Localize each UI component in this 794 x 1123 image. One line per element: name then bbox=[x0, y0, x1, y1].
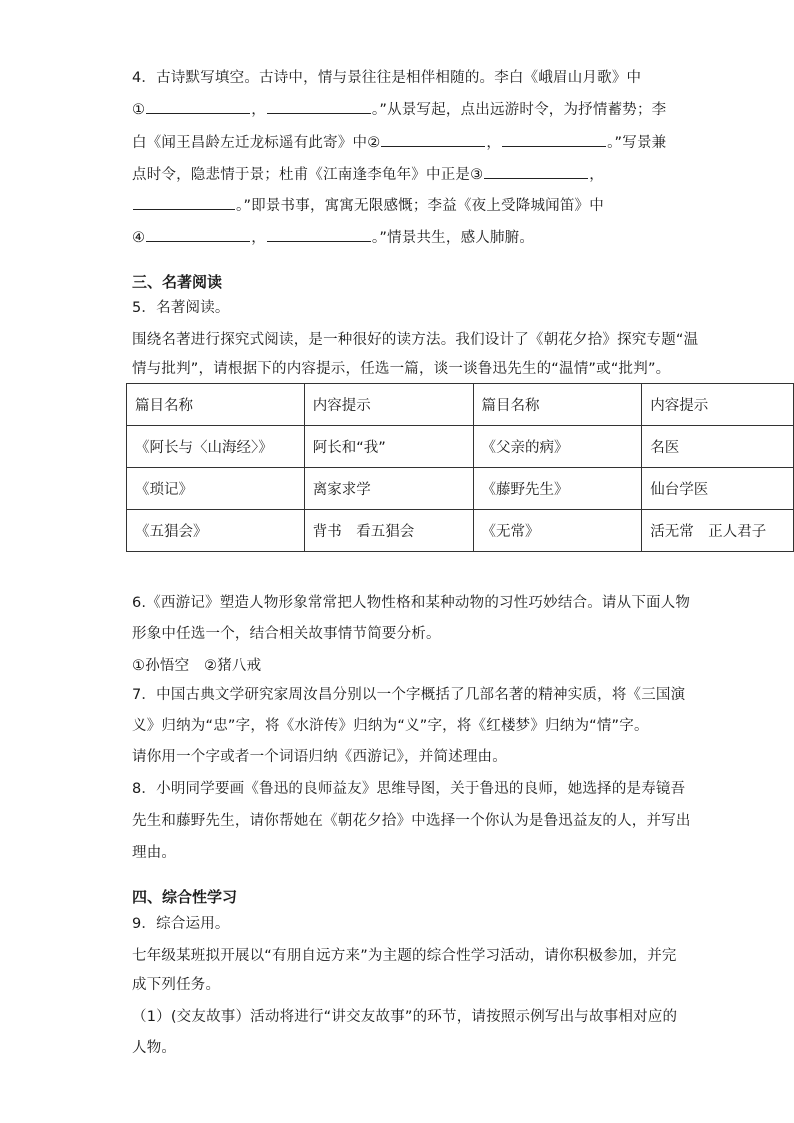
table-cell: 《琐记》 bbox=[127, 468, 305, 510]
q9-line-3: 成下列任务。 bbox=[132, 977, 221, 993]
q4-text: 。”即景书事，寓寓无限感慨；李益《夜上受降城闻笛》中 bbox=[236, 198, 604, 214]
q4-line-2 bbox=[132, 98, 666, 119]
table-row bbox=[127, 384, 794, 426]
q5-line-3: 情与批判”，请根据下的内容提示，任选一篇，谈一谈鲁迅先生的“温情”或“批判”。 bbox=[132, 361, 671, 377]
table-cell: 《藤野先生》 bbox=[473, 468, 642, 510]
q4-blank-3b[interactable] bbox=[133, 195, 235, 210]
table-cell: 篇目名称 bbox=[473, 384, 642, 426]
q4-line-6 bbox=[132, 226, 534, 247]
q4-line-4 bbox=[132, 163, 604, 184]
q4-text: 白《闻王昌龄左迁龙标遥有此寄》中② bbox=[132, 135, 381, 151]
reading-table bbox=[126, 383, 794, 552]
table-cell: 仙台学医 bbox=[642, 468, 794, 510]
q9-line-5: 人物。 bbox=[132, 1040, 177, 1056]
q5-line-2: 围绕名著进行探究式阅读，是一种很好的读方法。我们设计了《朝花夕拾》探究专题“温 bbox=[132, 332, 699, 348]
q4-blank-marker-4: ④ bbox=[132, 230, 146, 246]
table-cell: 离家求学 bbox=[304, 468, 473, 510]
q6-line-3: ①孙悟空 ②猪八戒 bbox=[132, 658, 262, 674]
q8-line-3: 理由。 bbox=[132, 845, 177, 861]
table-cell: 内容提示 bbox=[304, 384, 473, 426]
q4-blank-marker-1: ① bbox=[132, 102, 146, 118]
table-cell: 内容提示 bbox=[642, 384, 794, 426]
q8-line-1: 8．小明同学要画《鲁迅的良师益友》思维导图，关于鲁迅的良师，她选择的是寿镜吾 bbox=[132, 781, 686, 797]
q4-text: 。”情景共生，感人肺腑。 bbox=[371, 230, 535, 246]
table-row bbox=[127, 426, 794, 468]
q4-blank-1a[interactable] bbox=[146, 99, 250, 114]
q4-line-1: 4．古诗默写填空。古诗中，情与景往往是相伴相随的。李白《峨眉山月歌》中 bbox=[132, 70, 642, 86]
table-cell: 背书 看五猖会 bbox=[304, 510, 473, 552]
q4-blank-2b[interactable] bbox=[502, 132, 606, 147]
table-cell: 《无常》 bbox=[473, 510, 642, 552]
q4-line-5 bbox=[132, 194, 604, 215]
q4-text: 。”从景写起，点出远游时令，为抒情蓄势；李 bbox=[371, 102, 667, 118]
q4-comma: ， bbox=[486, 135, 502, 151]
q4-blank-1b[interactable] bbox=[267, 99, 371, 114]
table-cell: 阿长和“我” bbox=[304, 426, 473, 468]
q9-line-1: 9．综合运用。 bbox=[132, 916, 230, 932]
q4-blank-4a[interactable] bbox=[146, 227, 250, 242]
table-cell: 《五猖会》 bbox=[127, 510, 305, 552]
q4-comma: ， bbox=[251, 102, 266, 118]
q4-blank-4b[interactable] bbox=[267, 227, 371, 242]
table-row bbox=[127, 510, 794, 552]
q7-line-2: 义》归纳为“忠”字，将《水浒传》归纳为“义”字，将《红楼梦》归纳为“情”字。 bbox=[132, 718, 649, 734]
table-cell: 篇目名称 bbox=[127, 384, 305, 426]
q4-text: 。”写景兼 bbox=[607, 135, 667, 151]
table-cell: 《阿长与〈山海经〉》 bbox=[127, 426, 305, 468]
section-heading-4: 四、综合性学习 bbox=[132, 888, 238, 906]
q8-line-2: 先生和藤野先生，请你帮她在《朝花夕拾》中选择一个你认为是鲁迅益友的人，并写出 bbox=[132, 813, 691, 829]
table-cell: 名医 bbox=[642, 426, 794, 468]
table-cell: 《父亲的病》 bbox=[473, 426, 642, 468]
q6-line-2: 形象中任选一个，结合相关故事情节简要分析。 bbox=[132, 626, 441, 642]
section-heading-3: 三、名著阅读 bbox=[132, 273, 223, 291]
q4-line-3 bbox=[132, 131, 666, 152]
q4-text: 点时令，隐悲情于景；杜甫《江南逢李龟年》中正是③ bbox=[132, 167, 484, 183]
table-cell: 活无常 正人君子 bbox=[642, 510, 794, 552]
q4-blank-2a[interactable] bbox=[381, 132, 485, 147]
q7-line-1: 7．中国古典文学研究家周汝昌分别以一个字概括了几部名著的精神实质，将《三国演 bbox=[132, 687, 686, 703]
table-row bbox=[127, 468, 794, 510]
q7-line-3: 请你用一个字或者一个词语归纳《西游记》，并简述理由。 bbox=[132, 749, 507, 765]
q9-line-2: 七年级某班拟开展以“有朋自远方来”为主题的综合性学习活动，请你积极参加，并完 bbox=[132, 948, 677, 964]
q4-comma: ， bbox=[251, 230, 266, 246]
q9-line-4: （1）(交友故事）活动将进行“讲交友故事”的环节，请按照示例写出与故事相对应的 bbox=[132, 1009, 678, 1025]
q4-blank-3a[interactable] bbox=[484, 164, 588, 179]
q4-comma: ， bbox=[589, 167, 604, 183]
q6-line-1: 6.《西游记》塑造人物形象常常把人物性格和某种动物的习性巧妙结合。请从下面人物 bbox=[132, 595, 691, 611]
q5-line-1: 5．名著阅读。 bbox=[132, 300, 230, 316]
